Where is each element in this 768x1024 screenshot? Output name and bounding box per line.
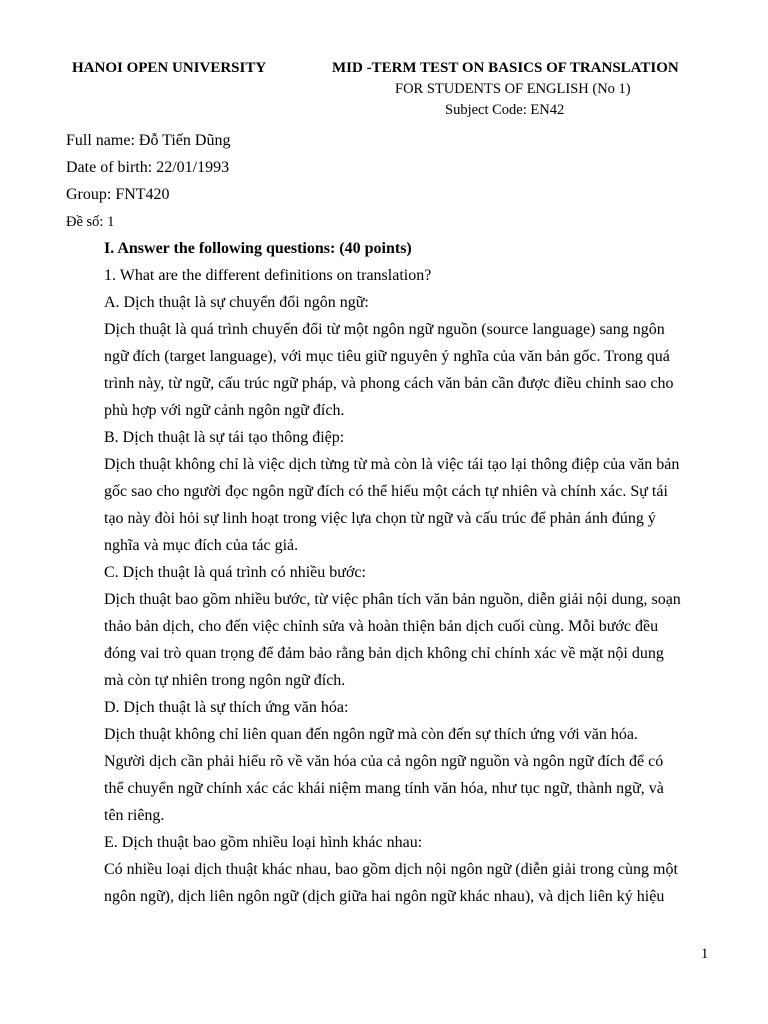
paragraph-line: Dịch thuật bao gồm nhiều bước, từ việc phân tích văn bản nguồn, diễn giải nội dung, soạn bbox=[104, 591, 681, 608]
paragraph-line: thể chuyển ngữ chính xác các khái niệm mang tính văn hóa, như tục ngữ, thành ngữ, và bbox=[104, 780, 664, 797]
paragraph-line: Có nhiều loại dịch thuật khác nhau, bao gồm dịch nội ngôn ngữ (diễn giải trong cùng một bbox=[104, 861, 678, 878]
full-name: Full name: Đỗ Tiến Dũng bbox=[66, 132, 231, 149]
paragraph-line: thảo bản dịch, cho đến việc chỉnh sửa và hoàn thiện bản dịch cuối cùng. Mỗi bước đều bbox=[104, 618, 659, 635]
subheading-d: D. Dịch thuật là sự thích ứng văn hóa: bbox=[104, 699, 349, 716]
subheading-e: E. Dịch thuật bao gồm nhiều loại hình khác nhau: bbox=[104, 834, 423, 851]
paragraph-line: đóng vai trò quan trọng để đảm bảo rằng bản dịch không chỉ chính xác về mặt nội dung bbox=[104, 645, 664, 662]
paragraph-line: Dịch thuật không chỉ là việc dịch từng từ mà còn là việc tái tạo lại thông điệp của văn bản bbox=[104, 456, 680, 473]
question-line: 1. What are the different definitions on translation? bbox=[104, 267, 432, 284]
paragraph-line: ngôn ngữ), dịch liên ngôn ngữ (dịch giữa hai ngôn ngữ khác nhau), và dịch liên ký hiệu bbox=[104, 888, 665, 905]
university-name: HANOI OPEN UNIVERSITY bbox=[72, 60, 267, 76]
date-of-birth: Date of birth: 22/01/1993 bbox=[66, 159, 230, 176]
group: Group: FNT420 bbox=[66, 186, 170, 203]
paragraph-line: tạo này đòi hỏi sự linh hoạt trong việc lựa chọn từ ngữ và cấu trúc để phản ánh đúng ý bbox=[104, 510, 656, 527]
de-so: Đề số: 1 bbox=[66, 214, 115, 230]
subheading-c: C. Dịch thuật là quá trình có nhiều bước: bbox=[104, 564, 366, 581]
paragraph-line: Dịch thuật không chỉ liên quan đến ngôn ngữ mà còn đến sự thích ứng với văn hóa. bbox=[104, 726, 638, 743]
paragraph-line: mà còn tự nhiên trong ngôn ngữ đích. bbox=[104, 672, 346, 689]
paragraph-line: Dịch thuật là quá trình chuyển đổi từ một ngôn ngữ nguồn (source language) sang ngôn bbox=[104, 321, 665, 338]
subheading-b: B. Dịch thuật là sự tái tạo thông điệp: bbox=[104, 429, 345, 446]
paragraph-line: trình này, từ ngữ, cấu trúc ngữ pháp, và phong cách văn bản cần được điều chỉnh sao cho bbox=[104, 375, 674, 392]
paragraph-line: Người dịch cần phải hiểu rõ về văn hóa của cả ngôn ngữ nguồn và ngôn ngữ đích để có bbox=[104, 753, 664, 770]
paragraph-line: gốc sao cho người đọc ngôn ngữ đích có thể hiểu một cách tự nhiên và chính xác. Sự tái bbox=[104, 483, 668, 500]
paragraph-line: nghĩa và mục đích của tác giả. bbox=[104, 537, 299, 554]
for-students-subtitle: FOR STUDENTS OF ENGLISH (No 1) bbox=[395, 81, 631, 97]
subheading-a: A. Dịch thuật là sự chuyển đổi ngôn ngữ: bbox=[104, 294, 369, 311]
paragraph-line: tên riêng. bbox=[104, 807, 165, 824]
paragraph-line: phù hợp với ngữ cảnh ngôn ngữ đích. bbox=[104, 402, 345, 419]
page-number: 1 bbox=[701, 946, 709, 962]
test-title: MID -TERM TEST ON BASICS OF TRANSLATION bbox=[332, 60, 679, 76]
paragraph-line: ngữ đích (target language), với mục tiêu giữ nguyên ý nghĩa của văn bản gốc. Trong quá bbox=[104, 348, 670, 365]
subject-code: Subject Code: EN42 bbox=[445, 102, 565, 118]
section-heading: I. Answer the following questions: (40 points) bbox=[104, 240, 412, 257]
